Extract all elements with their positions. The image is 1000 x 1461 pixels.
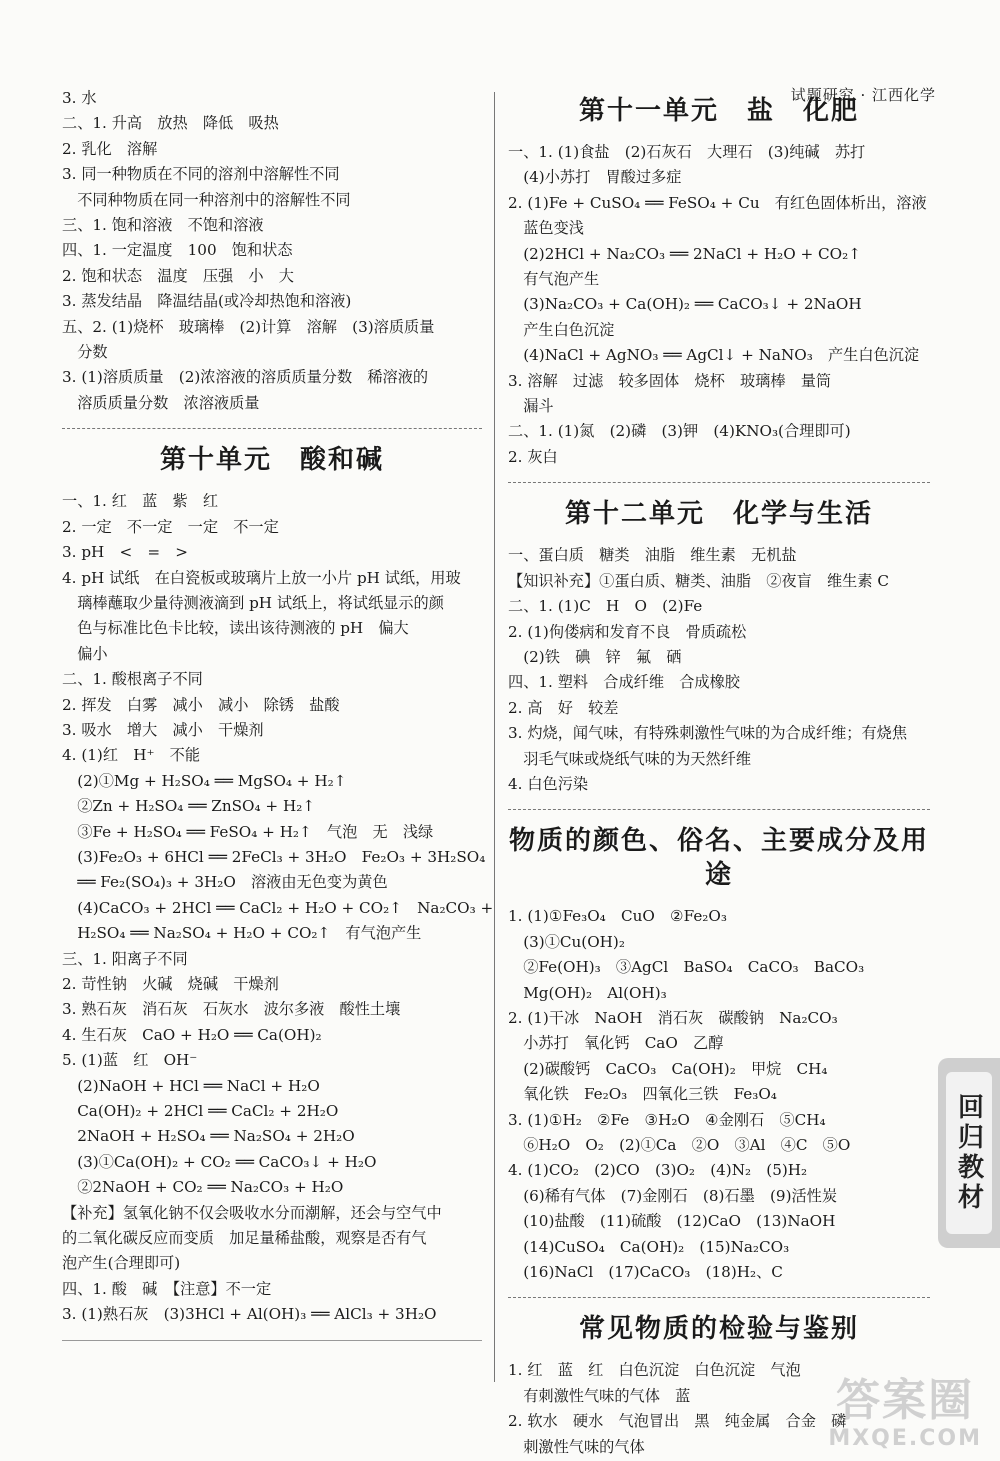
- unit11-list: [508, 140, 930, 470]
- answer-line: 漏斗: [508, 397, 554, 416]
- answer-line: (3)①Cu(OH)₂: [508, 932, 625, 951]
- section-divider: [62, 428, 482, 429]
- answer-line: (6)稀有气体 (7)金刚石 (8)石墨 (9)活性炭: [508, 1186, 838, 1205]
- answer-line: (2)①Mg + H₂SO₄ ══ MgSO₄ + H₂↑: [62, 771, 347, 790]
- answer-line: (4)CaCO₃ + 2HCl ══ CaCl₂ + H₂O + CO₂↑ Na₂CO₃ +: [62, 898, 494, 917]
- answer-line: 不同种物质在同一种溶剂中的溶解性不同: [62, 190, 351, 209]
- unit12-title: 第十二单元 化学与生活: [564, 499, 873, 530]
- answer-line: 三、1. 饱和溶液 不饱和溶液: [62, 216, 264, 235]
- unit10-list: [62, 489, 494, 1327]
- unit10-title: 第十单元 酸和碱: [159, 445, 384, 476]
- right-column: [508, 86, 930, 1460]
- answer-line: ③Fe + H₂SO₄ ══ FeSO₄ + H₂↑ 气泡 无 浅绿: [62, 822, 434, 841]
- answer-line: 1. 红 蓝 红 白色沉淀 白色沉淀 气泡: [508, 1361, 801, 1380]
- section-divider: [508, 1297, 930, 1298]
- answer-line: (2)NaOH + HCl ══ NaCl + H₂O: [62, 1076, 320, 1095]
- answer-line: (3)Na₂CO₃ + Ca(OH)₂ ══ CaCO₃↓ + 2NaOH: [508, 295, 862, 314]
- answer-line: 4. 生石灰 CaO + H₂O ══ Ca(OH)₂: [62, 1025, 322, 1044]
- answer-line: ══ Fe₂(SO₄)₃ + 3H₂O 溶液由无色变为黄色: [62, 873, 388, 892]
- answer-line: 3. 蒸发结晶 降温结晶(或冷却热饱和溶液): [62, 292, 352, 311]
- answer-line: 一、蛋白质 糖类 油脂 维生素 无机盐: [508, 546, 797, 565]
- answer-line: 蓝色变浅: [508, 219, 584, 238]
- answer-line: 二、1. 酸根离子不同: [62, 670, 203, 689]
- answer-line: (2)2HCl + Na₂CO₃ ══ 2NaCl + H₂O + CO₂↑: [508, 244, 861, 263]
- answer-line: 2. 挥发 白雾 减小 减小 除锈 盐酸: [62, 695, 340, 714]
- answer-line: (2)碳酸钙 CaCO₃ Ca(OH)₂ 甲烷 CH₄: [508, 1059, 828, 1078]
- answer-line: 3. 同一种物质在不同的溶剂中溶解性不同: [62, 165, 340, 184]
- answer-line: 3. 吸水 增大 减小 干燥剂: [62, 720, 264, 739]
- answer-line: 五、2. (1)烧杯 玻璃棒 (2)计算 溶解 (3)溶质质量: [62, 317, 435, 336]
- answer-line: ②Zn + H₂SO₄ ══ ZnSO₄ + H₂↑: [62, 797, 316, 816]
- answer-line: (2)铁 碘 锌 氟 硒: [508, 647, 682, 666]
- section-divider: [508, 482, 930, 483]
- answer-line: 3. pH < = >: [62, 543, 189, 562]
- answer-line: 5. (1)蓝 红 OH⁻: [62, 1051, 198, 1070]
- section3-list: [508, 904, 930, 1285]
- section4-title: 常见物质的检验与鉴别: [578, 1314, 859, 1345]
- answer-line: 2NaOH + H₂SO₄ ══ Na₂SO₄ + 2H₂O: [62, 1127, 355, 1146]
- answer-line: 羽毛气味或烧纸气味的为天然纤维: [508, 749, 751, 768]
- answer-line: 2. 乳化 溶解: [62, 139, 158, 158]
- answer-line: 泡产生(合理即可): [62, 1254, 181, 1273]
- answer-line: ⑥H₂O O₂ (2)①Ca ②O ③Al ④C ⑤O: [508, 1136, 851, 1154]
- answer-line: 2. 饱和状态 温度 压强 小 大: [62, 266, 294, 285]
- answer-line: 四、1. 塑料 合成纤维 合成橡胶: [508, 673, 740, 692]
- answer-line: 【知识补充】①蛋白质、糖类、油脂 ②夜盲 维生素 C: [508, 571, 889, 590]
- block1-list: [62, 86, 482, 416]
- answer-line: 2. (1)Fe + CuSO₄ ══ FeSO₄ + Cu 有红色固体析出，溶液: [508, 193, 927, 212]
- section-divider: [508, 809, 930, 810]
- answer-line: 四、1. 一定温度 100 饱和状态: [62, 241, 293, 260]
- answer-line: 3. 灼烧，闻气味，有特殊刺激性气味的为合成纤维；有烧焦: [508, 724, 908, 743]
- answer-line: 2. 高 好 较差: [508, 698, 619, 717]
- answer-line: 3. (1)溶质质量 (2)浓溶液的溶质质量分数 稀溶液的: [62, 368, 429, 387]
- page-header: 试题研究 · 江西化学: [790, 86, 936, 104]
- answer-line: 二、1. (1)C H O (2)Fe: [508, 597, 703, 616]
- answer-line: 4. (1)CO₂ (2)CO (3)O₂ (4)N₂ (5)H₂: [508, 1161, 808, 1180]
- section3-title: 物质的颜色、俗名、主要成分及用途: [508, 826, 929, 891]
- answer-line: 分数: [62, 343, 108, 362]
- answer-line: 溶质质量分数 浓溶液质量: [62, 393, 260, 412]
- answer-line: 4. (1)红 H⁺ 不能: [62, 746, 201, 765]
- watermark-logo: [828, 1376, 982, 1451]
- answer-line: Ca(OH)₂ + 2HCl ══ CaCl₂ + 2H₂O: [62, 1102, 339, 1121]
- answer-line: (4)NaCl + AgNO₃ ══ AgCl↓ + NaNO₃ 产生白色沉淀: [508, 346, 920, 365]
- answer-line: 3. 溶解 过滤 较多固体 烧杯 玻璃棒 量筒: [508, 371, 832, 390]
- section-divider: [62, 1340, 482, 1341]
- answer-line: 色与标准比色卡比较，读出该待测液的 pH 偏大: [62, 619, 409, 638]
- answer-line: (3)①Ca(OH)₂ + CO₂ ══ CaCO₃↓ + H₂O: [62, 1152, 377, 1171]
- answer-line: 2. 灰白: [508, 447, 558, 466]
- answer-line: Mg(OH)₂ Al(OH)₃: [508, 983, 667, 1002]
- answer-line: 有刺激性气味的气体 蓝: [508, 1386, 691, 1405]
- watermark-text: 答案圈: [836, 1375, 975, 1426]
- watermark-url: MXQE.COM: [828, 1426, 982, 1451]
- answer-line: ②Fe(OH)₃ ③AgCl BaSO₄ CaCO₃ BaCO₃: [508, 958, 865, 977]
- answer-line: (14)CuSO₄ Ca(OH)₂ (15)Na₂CO₃: [508, 1237, 790, 1256]
- answer-line: 偏小: [62, 644, 108, 663]
- answer-line: 四、1. 酸 碱 【注意】不一定: [62, 1279, 272, 1298]
- answer-line: 3. (1)熟石灰 (3)3HCl + Al(OH)₃ ══ AlCl₃ + 3H₂O: [62, 1305, 437, 1324]
- column-divider: [494, 92, 495, 1382]
- answer-line: 的二氧化碳反应而变质 加足量稀盐酸，观察是否有气: [62, 1229, 427, 1248]
- answer-line: 产生白色沉淀: [508, 320, 615, 339]
- answer-line: 三、1. 阳离子不同: [62, 949, 188, 968]
- answer-line: 3. (1)①H₂ ②Fe ③H₂O ④金刚石 ⑤CH₄: [508, 1110, 826, 1129]
- answer-line: 有气泡产生: [508, 270, 600, 289]
- answer-line: 小苏打 氧化钙 CaO 乙醇: [508, 1034, 724, 1053]
- answer-line: 【补充】氢氧化钠不仅会吸收水分而潮解，还会与空气中: [62, 1203, 442, 1222]
- answer-line: ②2NaOH + CO₂ ══ Na₂CO₃ + H₂O: [62, 1178, 344, 1197]
- side-tab-inner: [946, 1072, 992, 1234]
- answer-line: (3)Fe₂O₃ + 6HCl ══ 2FeCl₃ + 3H₂O Fe₂O₃ + 3H₂SO₄: [62, 847, 486, 866]
- answer-line: 3. 水: [62, 89, 97, 107]
- answer-line: (16)NaCl (17)CaCO₃ (18)H₂、C: [508, 1263, 783, 1282]
- answer-line: H₂SO₄ ══ Na₂SO₄ + H₂O + CO₂↑ 有气泡产生: [62, 924, 422, 943]
- answer-line: 2. 软水 硬水 气泡冒出 黑 纯金属 合金 磷: [508, 1412, 847, 1431]
- answer-line: (4)小苏打 胃酸过多症: [508, 168, 682, 187]
- answer-line: 一、1. (1)食盐 (2)石灰石 大理石 (3)纯碱 苏打: [508, 143, 866, 161]
- answer-line: 2. (1)干冰 NaOH 消石灰 碳酸钠 Na₂CO₃: [508, 1008, 838, 1027]
- answer-line: 璃棒蘸取少量待测液滴到 pH 试纸上，将试纸显示的颜: [62, 593, 444, 612]
- side-tab: [938, 1058, 1000, 1248]
- answer-line: 4. 白色污染: [508, 774, 589, 793]
- answer-line: 3. 熟石灰 消石灰 石灰水 波尔多液 酸性土壤: [62, 1000, 401, 1019]
- answer-line: 1. (1)①Fe₃O₄ CuO ②Fe₂O₃: [508, 907, 727, 926]
- answer-line: 氧化铁 Fe₂O₃ 四氧化三铁 Fe₃O₄: [508, 1085, 777, 1104]
- left-column: [62, 86, 494, 1347]
- answer-line: 刺激性气味的气体: [508, 1437, 645, 1456]
- answer-line: 二、1. (1)氮 (2)磷 (3)钾 (4)KNO₃(合理即可): [508, 422, 851, 441]
- answer-line: 一、1. 红 蓝 紫 红: [62, 492, 219, 511]
- answer-line: 2. (1)佝偻病和发育不良 骨质疏松: [508, 622, 747, 641]
- answer-line: (10)盐酸 (11)硫酸 (12)CaO (13)NaOH: [508, 1212, 836, 1231]
- answer-line: 4. pH 试纸 在白瓷板或玻璃片上放一小片 pH 试纸，用玻: [62, 568, 461, 587]
- side-tab-label: 回归教材: [953, 1093, 984, 1213]
- answer-line: 2. 苛性钠 火碱 烧碱 干燥剂: [62, 975, 279, 993]
- answer-line: 二、1. 升高 放热 降低 吸热: [62, 114, 279, 133]
- unit12-list: [508, 543, 930, 797]
- answer-line: 2. 一定 不一定 一定 不一定: [62, 517, 279, 536]
- unit11-title: 第十一单元 盐 化肥: [578, 96, 859, 126]
